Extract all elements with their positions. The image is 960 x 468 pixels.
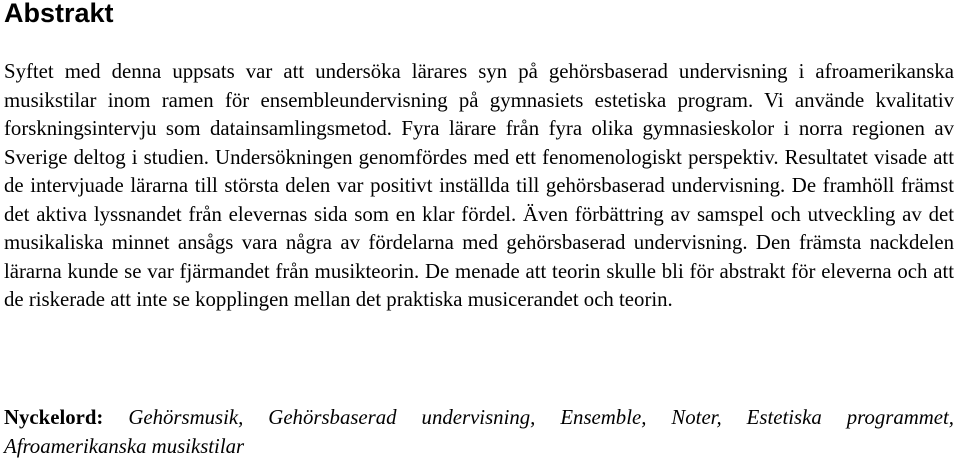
page-title: Abstrakt [4, 0, 114, 28]
keywords-list: Gehörsmusik, Gehörsbaserad undervisning, Ensemble, Noter, Estetiska programmet, Afroamerikanska musikstilar [4, 406, 955, 458]
keywords-label: Nyckelord: [4, 406, 104, 429]
keywords-paragraph [4, 404, 954, 461]
abstract-paragraph: Syftet med denna uppsats var att undersöka lärares syn på gehörsbaserad undervisning i afroamerikanska musikstilar inom ramen för ensembleundervisning på gymnasiets estetiska program. Vi använde kvalitativ forskningsintervju som datainsamlingsmetod. Fyra lärare från fyra olika gymnasieskolor i norra regionen av Sverige deltog i studien. Undersökningen genomfördes med ett fenomenologiskt perspektiv. Resultatet visade att de intervjuade lärarna till största delen var positivt inställda till gehörsbaserad undervisning. De framhöll främst det aktiva lyssnandet från elevernas sida som en klar fördel. Även förbättring av samspel och utveckling av det musikaliska minnet ansågs vara några av fördelarna med gehörsbaserad undervisning. Den främsta nackdelen lärarna kunde se var fjärmandet från musikteorin. De menade att teorin skulle bli för abstrakt för eleverna och att de riskerade att inte se kopplingen mellan det praktiska musicerandet och teorin. [4, 60, 954, 311]
